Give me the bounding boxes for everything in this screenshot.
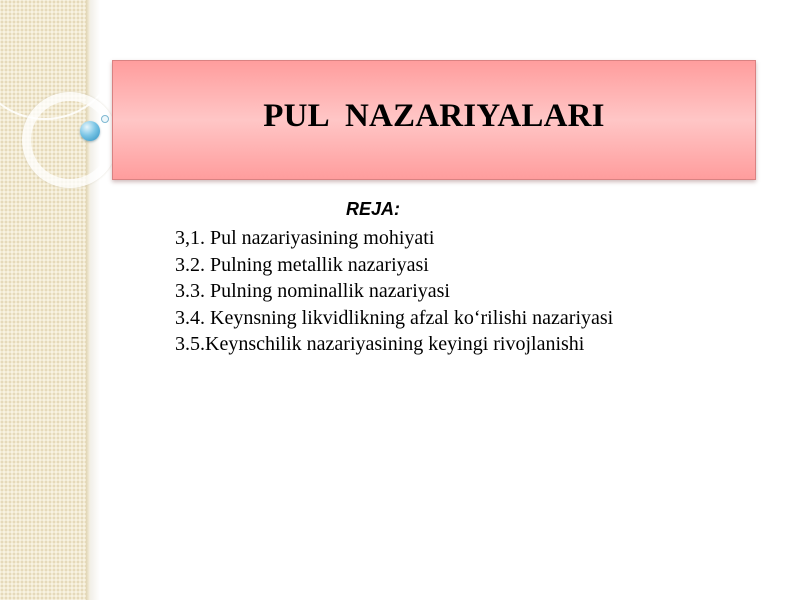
- slide-title: PUL NAZARIYALARI: [263, 97, 605, 134]
- decorative-ring-medium: [22, 92, 118, 188]
- plan-item-1: 3,1. Pul nazariyasining mohiyati: [175, 227, 435, 249]
- plan-item-3: 3.3. Pulning nominallik nazariyasi: [175, 280, 450, 302]
- plan-item-4: 3.4. Keynsning likvidlikning afzal ko‘rilishi nazariyasi: [175, 306, 614, 329]
- plan-item-2: 3.2. Pulning metallik nazariyasi: [175, 253, 429, 276]
- plan-heading: REJA:: [346, 199, 401, 219]
- decorative-small-bead-icon: [101, 115, 109, 123]
- plan-item-5: 3.5.Keynschilik nazariyasining keyingi rivojlanishi: [175, 333, 585, 355]
- title-box: [112, 60, 756, 180]
- plan-list: [175, 225, 613, 358]
- decorative-bead-icon: [80, 121, 100, 141]
